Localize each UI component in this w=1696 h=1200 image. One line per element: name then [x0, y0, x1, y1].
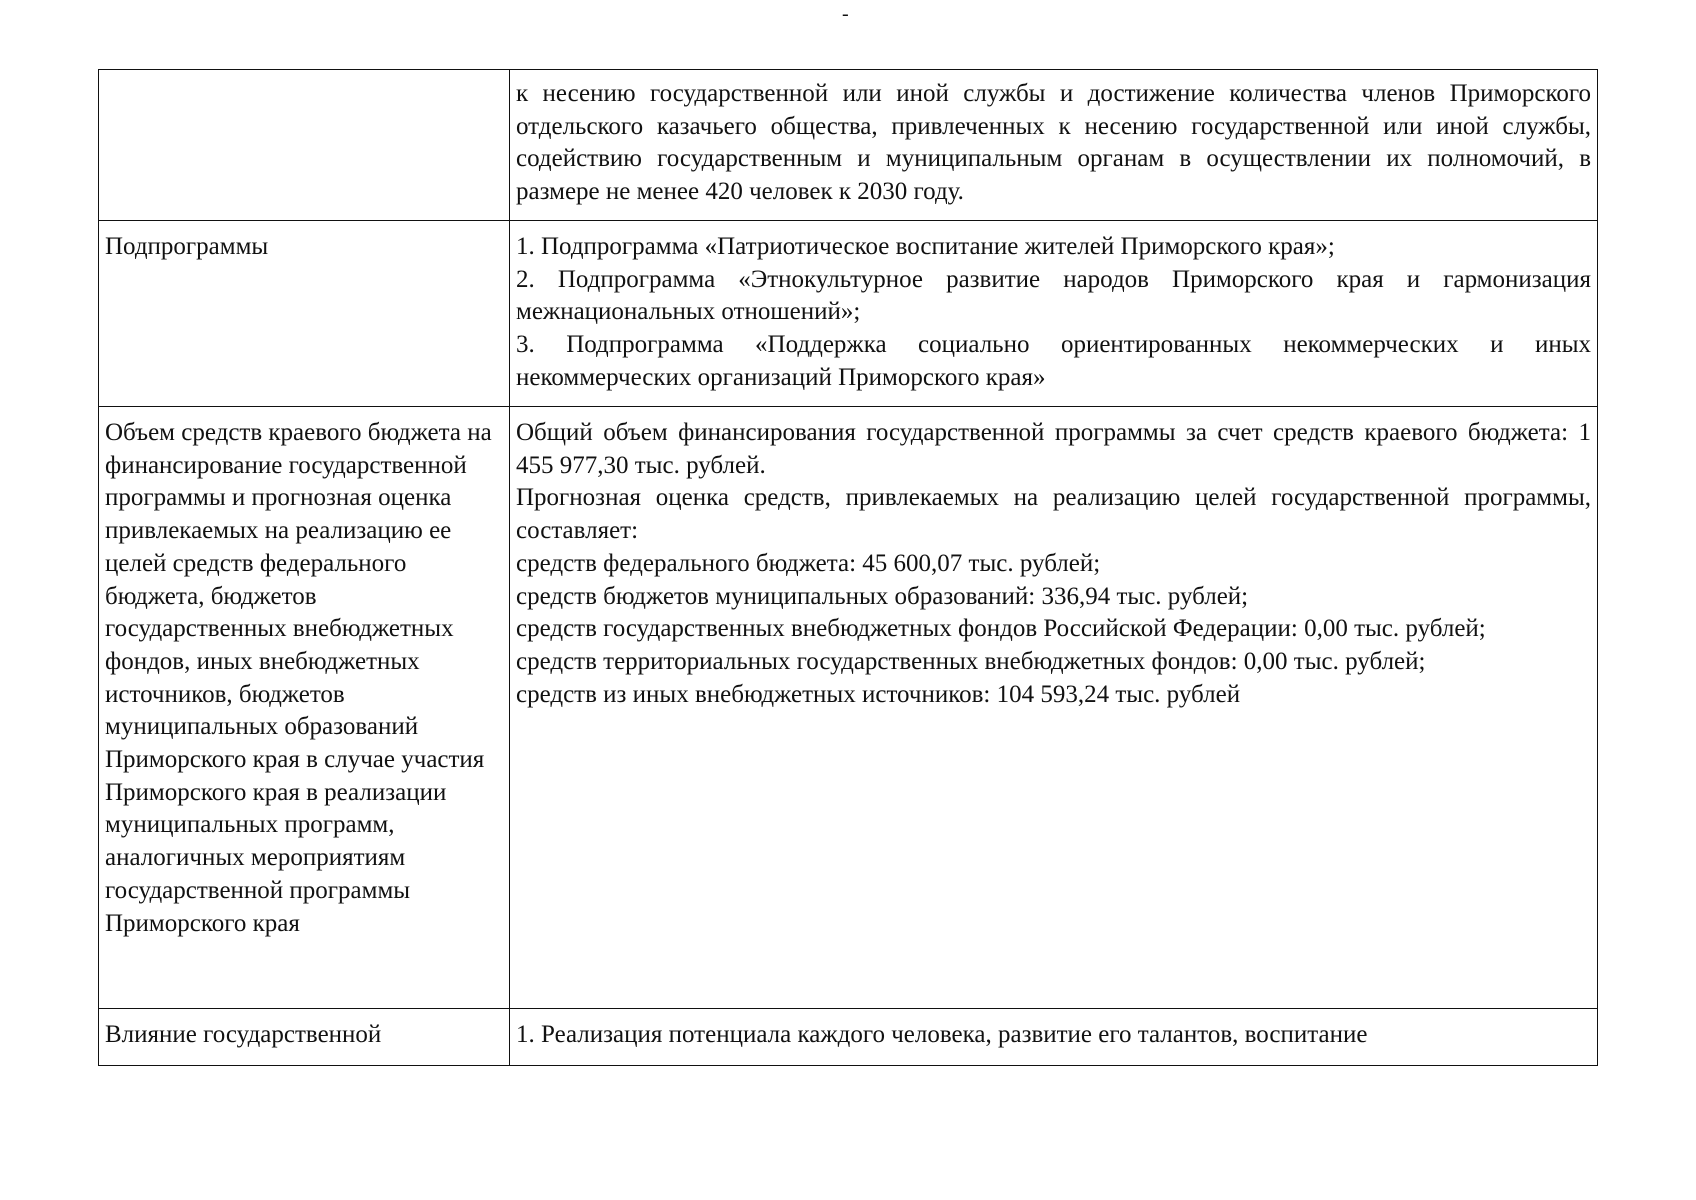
row-content-funding: [510, 407, 1598, 1009]
row-label-impact: Влияние государственной: [99, 1009, 510, 1066]
funding-item: Общий объем финансирования государственной программы за счет средств краевого бюджета: 1 455 977,30 тыс. рублей.: [516, 419, 1591, 479]
funding-item: Прогнозная оценка средств, привлекаемых на реализацию целей государственной программы, составляет:: [516, 484, 1591, 545]
table-row: [99, 221, 1598, 407]
row-content-subprograms: [510, 221, 1598, 407]
row-content-impact: [510, 1009, 1598, 1066]
subprogram-item: 1. Подпрограмма «Патриотическое воспитание жителей Приморского края»;: [516, 233, 1335, 260]
row-content: [510, 70, 1598, 221]
table-row: [99, 70, 1598, 221]
table-row: [99, 1009, 1598, 1066]
funding-item: средств территориальных государственных внебюджетных фондов: 0,00 тыс. рублей;: [516, 647, 1426, 675]
table-row: [99, 407, 1598, 1009]
content-paragraph: к несению государственной или иной службы и достижение количества членов Приморского отдельского казачьего общества, привлеченных к несению государственной или иной службы, содействию государственным и муниципальным органам в осуществлении их полномочий, в размере не менее 420 человек к 2030 году.: [516, 80, 1591, 206]
funding-item: средств федерального бюджета: 45 600,07 тыс. рублей;: [516, 549, 1101, 577]
funding-item: средств бюджетов муниципальных образований: 336,94 тыс. рублей;: [516, 582, 1249, 610]
row-label: [99, 70, 510, 221]
funding-item: средств из иных внебюджетных источников: 104 593,24 тыс. рублей: [516, 680, 1241, 708]
row-label-subprograms: Подпрограммы: [99, 221, 510, 407]
funding-item: средств государственных внебюджетных фондов Российской Федерации: 0,00 тыс. рублей;: [516, 615, 1486, 643]
subprogram-item: 3. Подпрограмма «Поддержка социально ориентированных некоммерческих и иных некоммерческих организаций Приморского края»: [516, 331, 1591, 391]
row-label-funding: Объем средств краевого бюджета на финансирование государственной программы и прогнозная оценка привлекаемых на реализацию ее целей средств федерального бюджета, бюджетов государственных внебюджетных фондов, иных внебюджетных источников, бюджетов муниципальных образований Приморского края в случае участия Приморского края в реализации муниципальных программ, аналогичных мероприятиям государственной программы Приморского края: [99, 407, 510, 1009]
content-paragraph: 1. Реализация потенциала каждого человека, развитие его талантов, воспитание: [516, 1021, 1368, 1048]
passport-table: [98, 69, 1598, 1066]
page-mark: -: [842, 3, 849, 25]
subprogram-item: 2. Подпрограмма «Этнокультурное развитие народов Приморского края и гармонизация межнациональных отношений»;: [516, 265, 1591, 326]
